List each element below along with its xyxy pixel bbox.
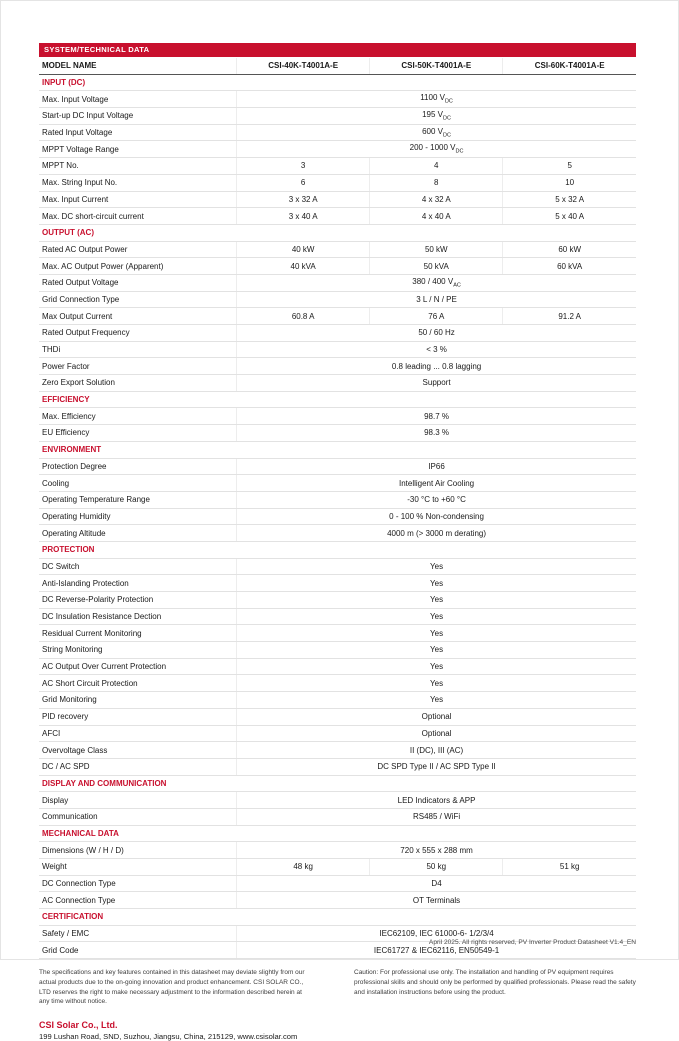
spec-label: Operating Humidity: [39, 508, 237, 525]
spec-label: MPPT Voltage Range: [39, 141, 237, 158]
spec-label: Dimensions (W / H / D): [39, 842, 237, 859]
spec-value: 0.8 leading ... 0.8 lagging: [237, 358, 636, 375]
spec-label: Protection Degree: [39, 458, 237, 475]
spec-value: 5 x 32 A: [503, 191, 636, 208]
section-title: PROTECTION: [39, 541, 636, 558]
spec-label: Rated AC Output Power: [39, 241, 237, 258]
spec-row: [39, 792, 636, 809]
spec-row: [39, 692, 636, 709]
unit-subscript: DC: [443, 132, 451, 139]
spec-label: String Monitoring: [39, 642, 237, 659]
company-block: [39, 1020, 636, 1041]
spec-value: 60 kW: [503, 241, 636, 258]
spec-value: RS485 / WiFi: [237, 808, 636, 825]
spec-row: [39, 291, 636, 308]
spec-value: 3 x 32 A: [237, 191, 370, 208]
spec-row: [39, 758, 636, 775]
spec-value: < 3 %: [237, 341, 636, 358]
section-title: EFFICIENCY: [39, 391, 636, 408]
spec-value: Yes: [237, 625, 636, 642]
caution-note: Caution: For professional use only. The installation and handling of PV equipment requires professional skills and should only be performed by qualified professionals. Please read the safety and installation instructions before using the product.: [354, 969, 636, 996]
spec-row: [39, 108, 636, 125]
spec-value: D4: [237, 875, 636, 892]
section-title: MECHANICAL DATA: [39, 825, 636, 842]
spec-label: Start-up DC Input Voltage: [39, 108, 237, 125]
spec-value: Yes: [237, 692, 636, 709]
spec-label: AC Short Circuit Protection: [39, 675, 237, 692]
spec-value: Intelligent Air Cooling: [237, 475, 636, 492]
spec-row: [39, 859, 636, 876]
spec-row: [39, 742, 636, 759]
spec-row: [39, 558, 636, 575]
spec-row: [39, 458, 636, 475]
spec-value: Yes: [237, 608, 636, 625]
unit-subscript: AC: [453, 282, 461, 289]
section-title-row: [39, 74, 636, 91]
spec-table: [39, 58, 636, 959]
spec-value: 76 A: [370, 308, 503, 325]
spec-value: 60.8 A: [237, 308, 370, 325]
spec-value: IP66: [237, 458, 636, 475]
spec-row: [39, 158, 636, 175]
spec-value: Yes: [237, 675, 636, 692]
spec-label: Rated Output Voltage: [39, 274, 237, 291]
spec-row: [39, 525, 636, 542]
spec-label: AC Output Over Current Protection: [39, 658, 237, 675]
spec-value: 8: [370, 174, 503, 191]
spec-value: Optional: [237, 725, 636, 742]
spec-row: [39, 842, 636, 859]
spec-value: Yes: [237, 592, 636, 609]
spec-label: DC / AC SPD: [39, 758, 237, 775]
company-name: CSI Solar Co., Ltd.: [39, 1020, 118, 1031]
spec-value: 4000 m (> 3000 m derating): [237, 525, 636, 542]
spec-label: Max. DC short-circuit current: [39, 208, 237, 225]
section-banner: SYSTEM/TECHNICAL DATA: [39, 43, 636, 57]
spec-label: AFCI: [39, 725, 237, 742]
spec-label: Display: [39, 792, 237, 809]
spec-row: [39, 625, 636, 642]
spec-label: Anti-Islanding Protection: [39, 575, 237, 592]
spec-label: Safety / EMC: [39, 925, 237, 942]
spec-row: [39, 892, 636, 909]
spec-row: [39, 708, 636, 725]
spec-row: [39, 241, 636, 258]
spec-label: DC Switch: [39, 558, 237, 575]
spec-value: 200 - 1000 $V_{DC}$: [237, 141, 636, 158]
spec-row: [39, 325, 636, 342]
spec-label: Max. String Input No.: [39, 174, 237, 191]
spec-row: [39, 642, 636, 659]
spec-value: 40 kW: [237, 241, 370, 258]
spec-row: [39, 258, 636, 275]
spec-value: 40 kVA: [237, 258, 370, 275]
spec-value: 60 kVA: [503, 258, 636, 275]
spec-row: [39, 191, 636, 208]
spec-label: Grid Code: [39, 942, 237, 959]
section-title-row: [39, 825, 636, 842]
spec-value: 5: [503, 158, 636, 175]
spec-row: [39, 475, 636, 492]
spec-value: 0 - 100 % Non-condensing: [237, 508, 636, 525]
spec-row: [39, 208, 636, 225]
spec-row: [39, 141, 636, 158]
spec-row: [39, 875, 636, 892]
disclaimer-note: The specifications and key features contained in this datasheet may deviate slightly from our actual products due to the on-going innovation and product enhancement. CSI SOLAR CO., LTD reserves the right to make necessary adjustment to the information described herein at any time without notice.: [39, 969, 305, 1006]
spec-label: Grid Monitoring: [39, 692, 237, 709]
spec-value: 4 x 32 A: [370, 191, 503, 208]
spec-row: [39, 308, 636, 325]
spec-value: 5 x 40 A: [503, 208, 636, 225]
spec-label: DC Insulation Resistance Dection: [39, 608, 237, 625]
spec-row: [39, 658, 636, 675]
section-title: INPUT (DC): [39, 74, 636, 91]
spec-table-body: [39, 74, 636, 958]
spec-value: Yes: [237, 558, 636, 575]
model-column-3: CSI-60K-T4001A-E: [503, 58, 636, 74]
section-title: OUTPUT (AC): [39, 224, 636, 241]
spec-label: MPPT No.: [39, 158, 237, 175]
spec-value: 3 L / N / PE: [237, 291, 636, 308]
spec-value: 1100 $V_{DC}$: [237, 91, 636, 108]
spec-value: 98.7 %: [237, 408, 636, 425]
section-title-row: [39, 224, 636, 241]
spec-row: [39, 174, 636, 191]
spec-label: Cooling: [39, 475, 237, 492]
spec-value: 51 kg: [503, 859, 636, 876]
spec-value: IEC61727 & IEC62116, EN50549-1: [237, 942, 636, 959]
spec-value: 98.3 %: [237, 425, 636, 442]
spec-label: THDi: [39, 341, 237, 358]
spec-value: 50 / 60 Hz: [237, 325, 636, 342]
unit-subscript: DC: [444, 99, 453, 106]
spec-label: Rated Output Frequency: [39, 325, 237, 342]
spec-row: [39, 575, 636, 592]
spec-value: Yes: [237, 575, 636, 592]
spec-label: Operating Altitude: [39, 525, 237, 542]
company-address-text: 199 Lushan Road, SND, Suzhou, Jiangsu, China, 215129,: [39, 1032, 238, 1041]
spec-value: II (DC), III (AC): [237, 742, 636, 759]
spec-row: [39, 274, 636, 291]
spec-value: 600 $V_{DC}$: [237, 124, 636, 141]
spec-label: Rated Input Voltage: [39, 124, 237, 141]
spec-value: Yes: [237, 658, 636, 675]
spec-label: Max. Efficiency: [39, 408, 237, 425]
section-title-row: [39, 441, 636, 458]
section-title-row: [39, 391, 636, 408]
spec-row: [39, 725, 636, 742]
spec-value: 195 $V_{DC}$: [237, 108, 636, 125]
spec-value: 50 kW: [370, 241, 503, 258]
unit-subscript: DC: [455, 149, 464, 156]
spec-row: [39, 808, 636, 825]
spec-row: [39, 608, 636, 625]
spec-value: IEC62109, IEC 61000-6- 1/2/3/4: [237, 925, 636, 942]
model-column-2: CSI-50K-T4001A-E: [370, 58, 503, 74]
spec-label: EU Efficiency: [39, 425, 237, 442]
unit-subscript: DC: [443, 115, 451, 122]
spec-row: [39, 675, 636, 692]
footnotes: [39, 968, 636, 1007]
spec-label: AC Connection Type: [39, 892, 237, 909]
spec-value: OT Terminals: [237, 892, 636, 909]
spec-value: Optional: [237, 708, 636, 725]
section-title-row: [39, 541, 636, 558]
spec-label: Residual Current Monitoring: [39, 625, 237, 642]
spec-value: 50 kVA: [370, 258, 503, 275]
spec-row: [39, 375, 636, 392]
spec-row: [39, 491, 636, 508]
spec-value: -30 °C to +60 °C: [237, 491, 636, 508]
spec-value: 10: [503, 174, 636, 191]
spec-label: Overvoltage Class: [39, 742, 237, 759]
spec-label: Zero Export Solution: [39, 375, 237, 392]
spec-value: 720 x 555 x 288 mm: [237, 842, 636, 859]
model-name-header: MODEL NAME: [39, 58, 237, 74]
spec-value: LED Indicators & APP: [237, 792, 636, 809]
section-title: CERTIFICATION: [39, 909, 636, 926]
spec-label: DC Reverse-Polarity Protection: [39, 592, 237, 609]
spec-row: [39, 408, 636, 425]
spec-value: 91.2 A: [503, 308, 636, 325]
spec-label: Weight: [39, 859, 237, 876]
spec-value: 4: [370, 158, 503, 175]
section-title-row: [39, 775, 636, 792]
spec-value: 3: [237, 158, 370, 175]
spec-label: Grid Connection Type: [39, 291, 237, 308]
section-title-row: [39, 909, 636, 926]
company-address: [39, 1032, 636, 1041]
spec-value: 50 kg: [370, 859, 503, 876]
spec-label: PID recovery: [39, 708, 237, 725]
model-column-1: CSI-40K-T4001A-E: [237, 58, 370, 74]
spec-label: Operating Temperature Range: [39, 491, 237, 508]
spec-value: Yes: [237, 642, 636, 659]
website-link[interactable]: www.csisolar.com: [237, 1032, 298, 1041]
spec-value: 3 x 40 A: [237, 208, 370, 225]
spec-label: Communication: [39, 808, 237, 825]
spec-value: 48 kg: [237, 859, 370, 876]
spec-value: 380 / 400 $V_{AC}$: [237, 274, 636, 291]
spec-value: 4 x 40 A: [370, 208, 503, 225]
spec-row: [39, 592, 636, 609]
version-line: April 2025. All rights reserved, PV Inverter Product Datasheet V1.4_EN: [428, 939, 636, 946]
spec-row: [39, 91, 636, 108]
spec-label: Max. AC Output Power (Apparent): [39, 258, 237, 275]
spec-row: [39, 508, 636, 525]
spec-label: Power Factor: [39, 358, 237, 375]
section-title: ENVIRONMENT: [39, 441, 636, 458]
spec-label: Max Output Current: [39, 308, 237, 325]
spec-value: Support: [237, 375, 636, 392]
spec-row: [39, 124, 636, 141]
model-header-row: [39, 58, 636, 74]
spec-label: Max. Input Voltage: [39, 91, 237, 108]
spec-value: DC SPD Type II / AC SPD Type II: [237, 758, 636, 775]
spec-label: Max. Input Current: [39, 191, 237, 208]
spec-label: DC Connection Type: [39, 875, 237, 892]
spec-row: [39, 358, 636, 375]
section-title: DISPLAY AND COMMUNICATION: [39, 775, 636, 792]
spec-value: 6: [237, 174, 370, 191]
spec-row: [39, 425, 636, 442]
spec-row: [39, 341, 636, 358]
